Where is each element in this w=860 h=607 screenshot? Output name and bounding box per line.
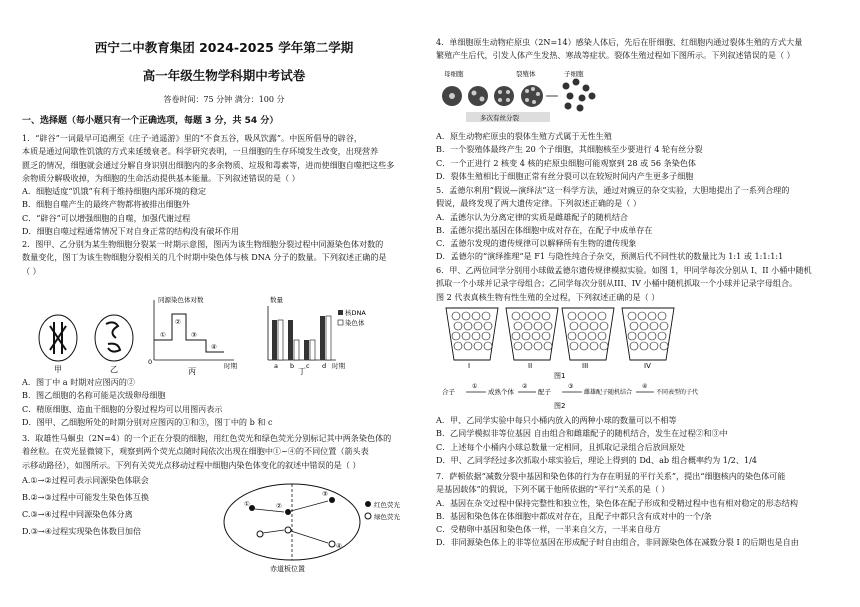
ding-bar-dna (288, 320, 293, 360)
question-6 (436, 264, 846, 304)
bucket-ball (544, 342, 552, 350)
svg-text:③: ③ (191, 331, 197, 339)
exam-meta: 答卷时间：75 分钟 满分：100 分 (163, 95, 285, 104)
question-2-line: 2．图甲、乙分别为某生物细胞分裂某一时期示意图，图丙为该生物细胞分裂过程中同源染色体对数的 (22, 239, 384, 249)
flow-offspring: 不同表型的子代 (656, 389, 699, 396)
bucket-ball (542, 312, 550, 320)
bucket-ball (650, 342, 658, 350)
question-3-line: 示移动路径），如图所示。下列有关荧光点移动过程中细胞内染色体变化的叙述中错误的是（ ） (22, 459, 361, 470)
exam-title-line2: 高一年级生物学科期中考试卷 (142, 68, 306, 83)
bucket-ball (660, 342, 668, 350)
bucket-ball (628, 332, 636, 340)
bucket-ball (650, 322, 658, 330)
question-2-option-a: A．图丁中 a 时期对应图丙的② (22, 377, 135, 387)
question-3-option-d: D.③→④过程实现染色体数目加倍 (22, 525, 142, 536)
question-4-figure (440, 68, 610, 124)
question-4 (436, 36, 846, 63)
question-1 (22, 132, 426, 238)
bucket-ball (658, 312, 666, 320)
ding-tick-b: b (290, 362, 295, 370)
question-4-option-d: D．裂体生殖相比于细胞正常有丝分裂可以在较短时间内产生更多子细胞 (436, 170, 694, 181)
bucket-ball (484, 322, 492, 330)
question-6-line: 抓取一个小球并记录字母组合；乙同学每次分别从III、IV 小桶中随机抓取一个小球并记录字母组合。 (436, 278, 798, 289)
label-bing: 丙 (188, 367, 196, 376)
bucket-ball (648, 312, 656, 320)
question-3-line: 3．取雄性马蛔虫（2N=4）的一个正在分裂的细胞，用红色荧光和绿色荧光分别标记其中两条染色体的 (22, 433, 392, 443)
question-6-line: 图 2 代表真核生物有性生殖的全过程，下列叙述正确的是（ ） (436, 291, 660, 302)
svg-text:①: ① (244, 500, 250, 508)
bucket-ball (630, 322, 638, 330)
label-yi: 乙 (110, 365, 118, 374)
question-1-line: 余物质分解吸收掉，为细胞的生命活动提供基本能量。下列叙述错误的是（ ） (22, 172, 300, 183)
q3-caption: 赤道板位置 (270, 565, 305, 573)
question-6-figure (442, 304, 699, 412)
svg-text:②: ② (276, 502, 282, 510)
question-5-line: 假说，最终发现了两大遗传定律。下列叙述正确的是（ ） (436, 198, 641, 209)
bucket-ball (588, 332, 596, 340)
bucket-ball (454, 342, 462, 350)
question-2-figure (36, 292, 366, 374)
question-6-option-a: A．甲、乙同学实验中每只小桶内放入的两种小球的数量可以不相等 (436, 415, 677, 425)
question-2 (22, 238, 426, 278)
ding-legend-dna: 核DNA (345, 309, 366, 317)
bucket-ball (474, 322, 482, 330)
bucket-ball (570, 342, 578, 350)
right-column (436, 0, 846, 607)
bucket-ball (462, 312, 470, 320)
bucket-ball (452, 312, 460, 320)
bucket-ball (512, 312, 520, 320)
bucket-ball (532, 332, 540, 340)
question-3-line: 着丝粒。在荧光显微镜下，观察到两个荧光点随时间依次出现在细胞中①~④的不同位置（箭头表 (22, 446, 369, 457)
question-6-option-c: C．上述每个小桶内小球总数量一定相同，且抓取记录组合后放回原处 (436, 441, 686, 452)
bucket-ball (640, 342, 648, 350)
ding-tick-a: a (274, 362, 278, 370)
exam-title-line1: 西宁二中教育集团 2024-2025 学年第二学期 (94, 40, 354, 55)
question-1-option-c: C．“辟谷”可以增强细胞的自噬，加强代谢过程 (22, 212, 191, 223)
question-7-line: 7．萨顿依据“减数分裂中基因和染色体的行为存在明显的平行关系”，提出“细胞核内的染色体可能 (436, 471, 786, 481)
bucket-ball (598, 332, 606, 340)
question-1-line: 本质是通过间歇性饥饿的方式来延缓衰老。科学研究表明，一旦细胞的生存环境发生改变，出现营养 (22, 146, 379, 157)
question-7-option-b: B．基因和染色体在体细胞中都成对存在，且配子中都只含有成对中的一个/条 (436, 510, 712, 521)
bucket-ball (464, 342, 472, 350)
bucket-ball (452, 332, 460, 340)
question-5-option-d: D．孟德尔的“演绎推理”是 F1 与隐性纯合子杂交，预测后代不同性状的数量比为 1:1 或 1:1:1:1 (436, 251, 784, 262)
bucket-ball (522, 332, 530, 340)
bucket-ball (580, 322, 588, 330)
question-1-option-d: D．细胞自噬过程通常情况下对自身正常的结构没有破坏作用 (22, 226, 239, 237)
bucket-label-4: IV (644, 362, 651, 370)
flow-zygote: 合子 (442, 388, 455, 396)
question-3-option-c: C.③→④过程中同源染色体分离 (22, 508, 133, 519)
bucket-ball (568, 332, 576, 340)
svg-text:①: ① (160, 331, 166, 339)
label-jia: 甲 (54, 365, 62, 374)
ding-bar-chromosome (326, 316, 331, 360)
question-3-option-a: A.①→②过程可表示同源染色体联会 (22, 474, 149, 485)
question-6-option-d: D．甲、乙同学经过多次抓取小球实验后，理论上得到的 Dd、ab 组合概率约为 1/2、1/4 (436, 454, 757, 465)
bucket-ball (590, 322, 598, 330)
bucket-ball (658, 332, 666, 340)
question-5-option-a: A．孟德尔认为分离定律的实质是雌雄配子的随机结合 (436, 211, 629, 222)
bucket-ball (640, 322, 648, 330)
bucket-ball (482, 312, 490, 320)
question-1-option-a: A．细胞适度“饥饿”有利于维持细胞内部环境的稳定 (22, 186, 207, 197)
question-4-line: 4．单细胞原生动物疟原虫（2N=14）感染人体后，先后在肝细胞、红细胞内通过裂体生殖的方式大量 (436, 37, 803, 47)
ding-bar-chromosome (294, 340, 299, 360)
bucket-ball (472, 332, 480, 340)
ding-bar-dna (272, 320, 277, 360)
bucket-ball (580, 342, 588, 350)
bucket-ball (484, 342, 492, 350)
q4-label-mitosis: 多次有丝分裂 (480, 114, 519, 122)
bucket-ball (544, 322, 552, 330)
question-6-option-b: B．乙同学模拟非等位基因 自由组合和雌雄配子的随机结合，发生在过程②和③中 (436, 428, 728, 439)
question-1-option-b: B．细胞自噬产生的最终产物都将被排出细胞外 (22, 199, 190, 210)
question-7-option-c: C．受精卵中基因和染色体一样，一半来自父方，一半来自母方 (436, 524, 661, 535)
bucket-ball (514, 342, 522, 350)
flow-step2: ② (522, 383, 528, 390)
question-5-line: 5．孟德尔利用“假说—演绎法”这一科学方法，通过对豌豆的杂交实验，大胆地提出了一系列合理的 (436, 185, 790, 195)
ding-ylabel: 数量 (270, 296, 283, 304)
ding-legend-chromosome: 染色体 (345, 319, 365, 327)
bucket-ball (524, 342, 532, 350)
q4-label-schizont: 裂殖体 (516, 70, 536, 78)
bucket-ball (454, 322, 462, 330)
bucket-ball (482, 332, 490, 340)
ding-tick-d: d (322, 362, 327, 370)
bucket-label-1: I (468, 362, 471, 370)
flow-step4: ④ (642, 383, 648, 390)
bucket-ball (600, 342, 608, 350)
question-6-line: 6．甲、乙两位同学分别用小球做孟德尔遗传规律模拟实验。如图 1，甲同学每次分别从 I、II 小桶中随机 (436, 265, 812, 275)
question-7 (436, 470, 846, 550)
flow-step3: ③ (568, 383, 574, 390)
svg-text:④: ④ (336, 542, 342, 550)
question-2-option-b: B．图乙细胞的名称可能是次级卵母细胞 (22, 390, 166, 401)
ding-tick-c: c (306, 362, 310, 370)
question-2-option-d: D．图甲、乙细胞所处的时期分别对应图丙的①和③，图丁中的 b 和 c (22, 416, 273, 427)
bucket-ball (534, 342, 542, 350)
bucket-ball (512, 332, 520, 340)
ding-bars (272, 316, 331, 360)
bucket-ball (628, 312, 636, 320)
svg-text:③: ③ (322, 490, 328, 498)
question-4-option-c: C．一个正进行 2 核变 4 核的疟原虫细胞可能观察到 28 或 56 条染色体 (436, 157, 697, 168)
section-heading: 一、选择题（每小题只有一个正确选项，每题 3 分，共 54 分） (22, 116, 279, 126)
ding-bar-chromosome (278, 320, 283, 360)
question-4-option-b: B．一个裂殖体最终产生 20 个子细胞，其细胞核至少要进行 4 轮有丝分裂 (436, 144, 703, 155)
bucket-ball (578, 332, 586, 340)
bucket-ball (638, 332, 646, 340)
bing-tick: 0 (148, 358, 153, 366)
chart-bing (148, 295, 238, 376)
question-4-line: 繁殖产生后代，引发人体产生发热、寒战等症状。裂体生殖过程如下图所示。下列叙述错误的是（ ） (436, 50, 795, 61)
question-2-line: 数量变化，图丁为该生物细胞分裂相关的几个时期中染色体与核 DNA 分子的数量。下列叙述正确的是 (22, 252, 387, 263)
bucket-ball (568, 312, 576, 320)
question-4-options (436, 130, 846, 183)
fig2-caption: 图2 (554, 402, 566, 410)
ding-bar-dna (320, 316, 325, 360)
question-2-line: （ ） (22, 265, 41, 276)
bucket-ball (532, 312, 540, 320)
svg-text:④: ④ (211, 343, 217, 351)
question-7-line: 是基因载体”的假说，下列不属于他所依据的“平行”关系的是（ ） (436, 484, 670, 495)
bucket-ball (514, 322, 522, 330)
bucket-ball (542, 332, 550, 340)
bucket-label-2: II (528, 362, 533, 370)
question-2-option-c: C．精原细胞、造血干细胞的分裂过程均可以用图丙表示 (22, 403, 223, 414)
q4-label-mother: 母细胞 (444, 70, 464, 78)
fig1-caption: 图1 (554, 372, 566, 380)
flow-random: 雌雄配子随机结合 (584, 389, 633, 396)
bing-xlabel: 时期 (224, 362, 237, 370)
bucket-ball (578, 312, 586, 320)
question-6-options (436, 414, 846, 467)
q3-legend-red: 红色荧光 (374, 501, 400, 509)
ding-xlabel: 时期 (332, 362, 345, 370)
question-1-line: 匮乏的情况，细胞就会通过分解自身识别出细胞内的多余物质、垃圾和毒素等，进而使细胞自噬把这些多 (22, 159, 395, 170)
question-3-option-b: B.②→③过程中可能发生染色体互换 (22, 491, 149, 502)
bucket-ball (660, 322, 668, 330)
bucket-ball (638, 312, 646, 320)
bucket-ball (588, 312, 596, 320)
bucket-ball (472, 312, 480, 320)
bucket-ball (570, 322, 578, 330)
ding-bar-chromosome (310, 340, 315, 360)
bing-ylabel: 同源染色体对数 (158, 296, 204, 304)
question-4-option-a: A．原生动物疟原虫的裂体生殖方式属于无性生殖 (436, 131, 612, 141)
bucket-ball (524, 322, 532, 330)
flow-gametes: 配子 (538, 388, 551, 396)
bucket-ball (630, 342, 638, 350)
flow-mature: 成熟个体 (488, 388, 514, 396)
question-2-options (22, 376, 426, 429)
bucket-ball (474, 342, 482, 350)
bucket-ball (600, 322, 608, 330)
question-5 (436, 184, 846, 264)
question-5-option-b: B．孟德尔提出基因在体细胞中成对存在，在配子中成单存在 (436, 224, 653, 235)
chart-ding (268, 295, 366, 376)
bucket-ball (462, 332, 470, 340)
bucket-ball (464, 322, 472, 330)
question-1-line: 1．“辟谷”一词最早可追溯至《庄子·逍遥游》里的“不食五谷，吸风饮露”。中医所倡导的辟谷， (22, 133, 362, 143)
flow-step1: ① (472, 383, 478, 390)
svg-text:②: ② (175, 318, 181, 326)
bucket-ball (598, 312, 606, 320)
bucket-ball (648, 332, 656, 340)
bucket-ball (534, 322, 542, 330)
q4-label-daughter: 子细胞 (564, 70, 584, 78)
q3-legend-green: 绿色荧光 (374, 513, 400, 521)
ding-bar-dna (304, 340, 309, 360)
question-3-figure (222, 478, 422, 574)
question-5-option-c: C．孟德尔发现的遗传规律可以解释所有生物的遗传现象 (436, 238, 637, 249)
bucket-label-3: III (582, 362, 589, 370)
left-column (22, 0, 426, 607)
label-ding: 丁 (298, 367, 306, 376)
bucket-ball (522, 312, 530, 320)
buckets-group (446, 308, 674, 360)
bucket-ball (590, 342, 598, 350)
question-7-option-d: D．非同源染色体上的非等位基因在形成配子时自由组合，非同源染色体在减数分裂 I 的后期也是自由 (436, 537, 799, 548)
question-7-option-a: A．基因在杂交过程中保持完整性和独立性，染色体在配子形成和受精过程中也有相对稳定的形态结构 (436, 497, 798, 508)
